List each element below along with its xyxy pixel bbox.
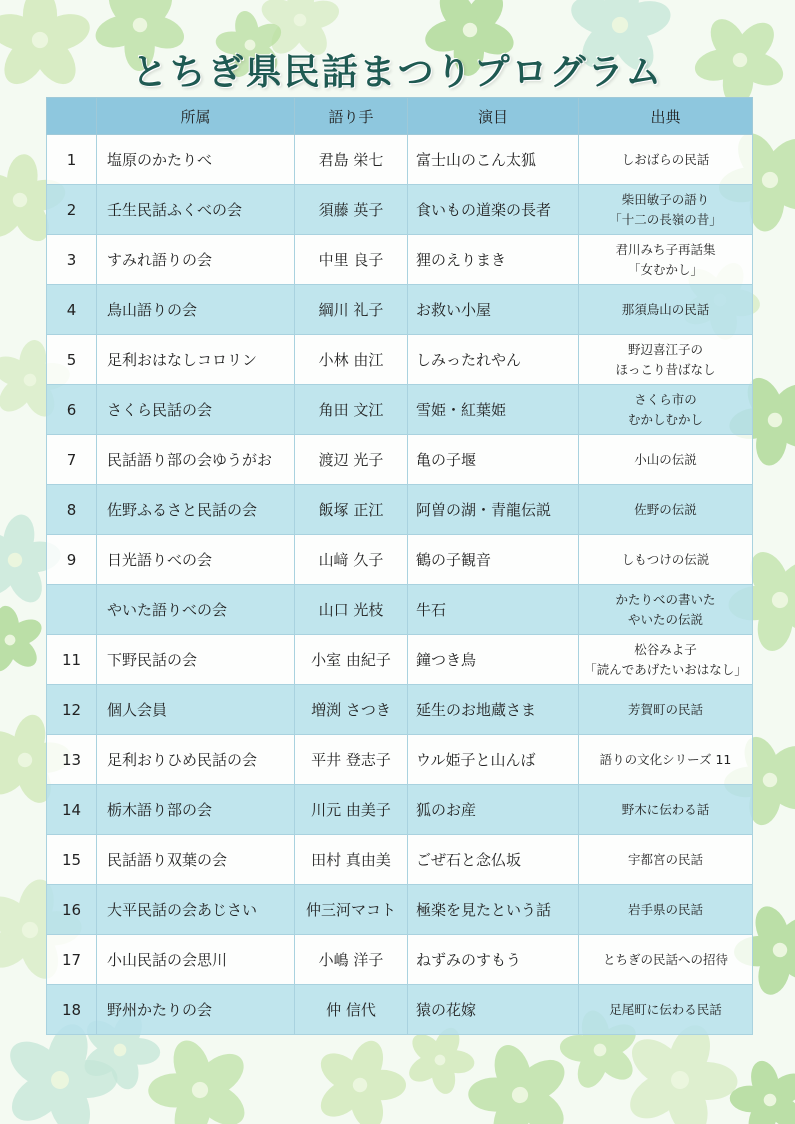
source-line-1: 宇都宮の民話 <box>627 851 703 867</box>
row-teller: 川元 由美子 <box>295 785 408 835</box>
row-group: 大平民話の会あじさい <box>97 885 295 935</box>
table-row <box>47 335 753 385</box>
row-teller: 綱川 礼子 <box>295 285 408 335</box>
row-number: 3 <box>47 235 97 285</box>
row-number: 16 <box>47 885 97 935</box>
row-program: 阿曽の湖・青龍伝説 <box>408 485 579 535</box>
source-line-2: ほっこり昔ばなし <box>615 361 716 377</box>
table-row <box>47 935 753 985</box>
row-program: 牛石 <box>408 585 579 635</box>
row-source <box>579 535 753 585</box>
row-group: やいた語りべの会 <box>97 585 295 635</box>
row-group: 塩原のかたりべ <box>97 135 295 185</box>
header-group: 所属 <box>97 98 295 135</box>
row-teller: 小室 由紀子 <box>295 635 408 685</box>
row-group: 小山民話の会思川 <box>97 935 295 985</box>
row-source <box>579 335 753 385</box>
row-teller: 君島 栄七 <box>295 135 408 185</box>
row-program: 富士山のこん太狐 <box>408 135 579 185</box>
row-group: 足利おりひめ民話の会 <box>97 735 295 785</box>
table-row <box>47 135 753 185</box>
table-row <box>47 635 753 685</box>
source-line-1: 佐野の伝説 <box>634 501 697 517</box>
row-number: 13 <box>47 735 97 785</box>
table-row <box>47 485 753 535</box>
row-group: 栃木語り部の会 <box>97 785 295 835</box>
table-row <box>47 535 753 585</box>
header-row <box>47 98 753 135</box>
header-program: 演目 <box>408 98 579 135</box>
source-line-1: 小山の伝説 <box>634 451 697 467</box>
row-source <box>579 235 753 285</box>
row-teller: 飯塚 正江 <box>295 485 408 535</box>
header-teller: 語り手 <box>295 98 408 135</box>
row-number: 18 <box>47 985 97 1035</box>
row-program: 猿の花嫁 <box>408 985 579 1035</box>
row-teller: 山﨑 久子 <box>295 535 408 585</box>
row-program: 鐘つき鳥 <box>408 635 579 685</box>
row-group: 野州かたりの会 <box>97 985 295 1035</box>
row-group: 足利おはなしコロリン <box>97 335 295 385</box>
row-program: 鶴の子観音 <box>408 535 579 585</box>
source-line-1: かたりべの書いた <box>615 591 716 607</box>
source-line-1: 那須鳥山の民話 <box>621 301 710 317</box>
row-teller: 仲 信代 <box>295 985 408 1035</box>
row-number: 14 <box>47 785 97 835</box>
table-row <box>47 385 753 435</box>
source-line-1: しおばらの民話 <box>621 151 710 167</box>
source-line-1: 足尾町に伝わる民話 <box>609 1001 722 1017</box>
row-source <box>579 835 753 885</box>
source-line-1: 柴田敏子の語り <box>621 191 710 207</box>
row-program: ウル姫子と山んば <box>408 735 579 785</box>
row-teller: 角田 文江 <box>295 385 408 435</box>
row-group: すみれ語りの会 <box>97 235 295 285</box>
row-number: 17 <box>47 935 97 985</box>
row-program: お救い小屋 <box>408 285 579 335</box>
row-teller: 小林 由江 <box>295 335 408 385</box>
row-teller: 山口 光枝 <box>295 585 408 635</box>
table-row <box>47 235 753 285</box>
row-group: 佐野ふるさと民話の会 <box>97 485 295 535</box>
source-line-1: さくら市の <box>634 391 697 407</box>
page-title: とちぎ県民話まつりプログラム <box>131 52 664 93</box>
table-row <box>47 685 753 735</box>
row-program: 延生のお地蔵さま <box>408 685 579 735</box>
row-number: 4 <box>47 285 97 335</box>
table-row <box>47 185 753 235</box>
row-group: 民話語り双葉の会 <box>97 835 295 885</box>
row-teller: 渡辺 光子 <box>295 435 408 485</box>
row-source <box>579 935 753 985</box>
row-program: 雪姫・紅葉姫 <box>408 385 579 435</box>
row-program: 食いもの道楽の長者 <box>408 185 579 235</box>
row-group: 鳥山語りの会 <box>97 285 295 335</box>
table-row <box>47 985 753 1035</box>
row-group: さくら民話の会 <box>97 385 295 435</box>
table-row <box>47 735 753 785</box>
row-group: 個人会員 <box>97 685 295 735</box>
row-number: 15 <box>47 835 97 885</box>
source-line-1: 野辺喜江子の <box>627 341 703 357</box>
row-source <box>579 985 753 1035</box>
row-program: 狐のお産 <box>408 785 579 835</box>
header-source: 出典 <box>579 98 753 135</box>
row-source <box>579 885 753 935</box>
table-row <box>47 585 753 635</box>
row-source <box>579 485 753 535</box>
row-program: ねずみのすもう <box>408 935 579 985</box>
row-program: 極楽を見たという話 <box>408 885 579 935</box>
source-line-2: 「女むかし」 <box>627 261 703 277</box>
row-group: 日光語りべの会 <box>97 535 295 585</box>
row-source <box>579 585 753 635</box>
row-program: 亀の子堰 <box>408 435 579 485</box>
row-number: 2 <box>47 185 97 235</box>
row-program: 狸のえりまき <box>408 235 579 285</box>
source-line-1: しもつけの伝説 <box>621 551 710 567</box>
row-source <box>579 285 753 335</box>
source-line-1: 岩手県の民話 <box>627 901 703 917</box>
source-line-2: やいたの伝説 <box>627 611 703 627</box>
source-line-1: 芳賀町の民話 <box>627 701 703 717</box>
source-line-1: 松谷みよ子 <box>634 641 697 657</box>
header-number <box>47 98 97 135</box>
row-number: 11 <box>47 635 97 685</box>
row-teller: 田村 真由美 <box>295 835 408 885</box>
row-teller: 須藤 英子 <box>295 185 408 235</box>
row-teller: 増渕 さつき <box>295 685 408 735</box>
source-line-2: むかしむかし <box>627 411 703 427</box>
row-teller: 平井 登志子 <box>295 735 408 785</box>
row-source <box>579 685 753 735</box>
table-row <box>47 285 753 335</box>
row-number: 12 <box>47 685 97 735</box>
row-group: 壬生民話ふくべの会 <box>97 185 295 235</box>
row-source <box>579 385 753 435</box>
row-number: 1 <box>47 135 97 185</box>
source-line-1: 君川みち子再話集 <box>615 241 716 257</box>
table-row <box>47 835 753 885</box>
source-line-1: 語りの文化シリーズ 11 <box>599 751 732 767</box>
row-source <box>579 735 753 785</box>
program-table <box>46 97 753 1035</box>
row-number <box>47 585 97 635</box>
row-teller: 仲三河マコト <box>295 885 408 935</box>
table-row <box>47 785 753 835</box>
row-program: しみったれやん <box>408 335 579 385</box>
row-number: 7 <box>47 435 97 485</box>
source-line-2: 「読んであげたいおはなし」 <box>584 661 747 677</box>
row-number: 6 <box>47 385 97 435</box>
row-program: ごぜ石と念仏坂 <box>408 835 579 885</box>
row-number: 9 <box>47 535 97 585</box>
row-group: 下野民話の会 <box>97 635 295 685</box>
table-row <box>47 885 753 935</box>
row-number: 8 <box>47 485 97 535</box>
row-source <box>579 635 753 685</box>
row-number: 5 <box>47 335 97 385</box>
table-row <box>47 435 753 485</box>
source-line-2: 「十二の長嶺の昔」 <box>609 211 722 227</box>
row-group: 民話語り部の会ゆうがお <box>97 435 295 485</box>
row-source <box>579 185 753 235</box>
source-line-1: 野木に伝わる話 <box>621 801 710 817</box>
row-source <box>579 785 753 835</box>
row-teller: 小嶋 洋子 <box>295 935 408 985</box>
row-source <box>579 135 753 185</box>
row-teller: 中里 良子 <box>295 235 408 285</box>
row-source <box>579 435 753 485</box>
source-line-1: とちぎの民話への招待 <box>602 951 728 967</box>
